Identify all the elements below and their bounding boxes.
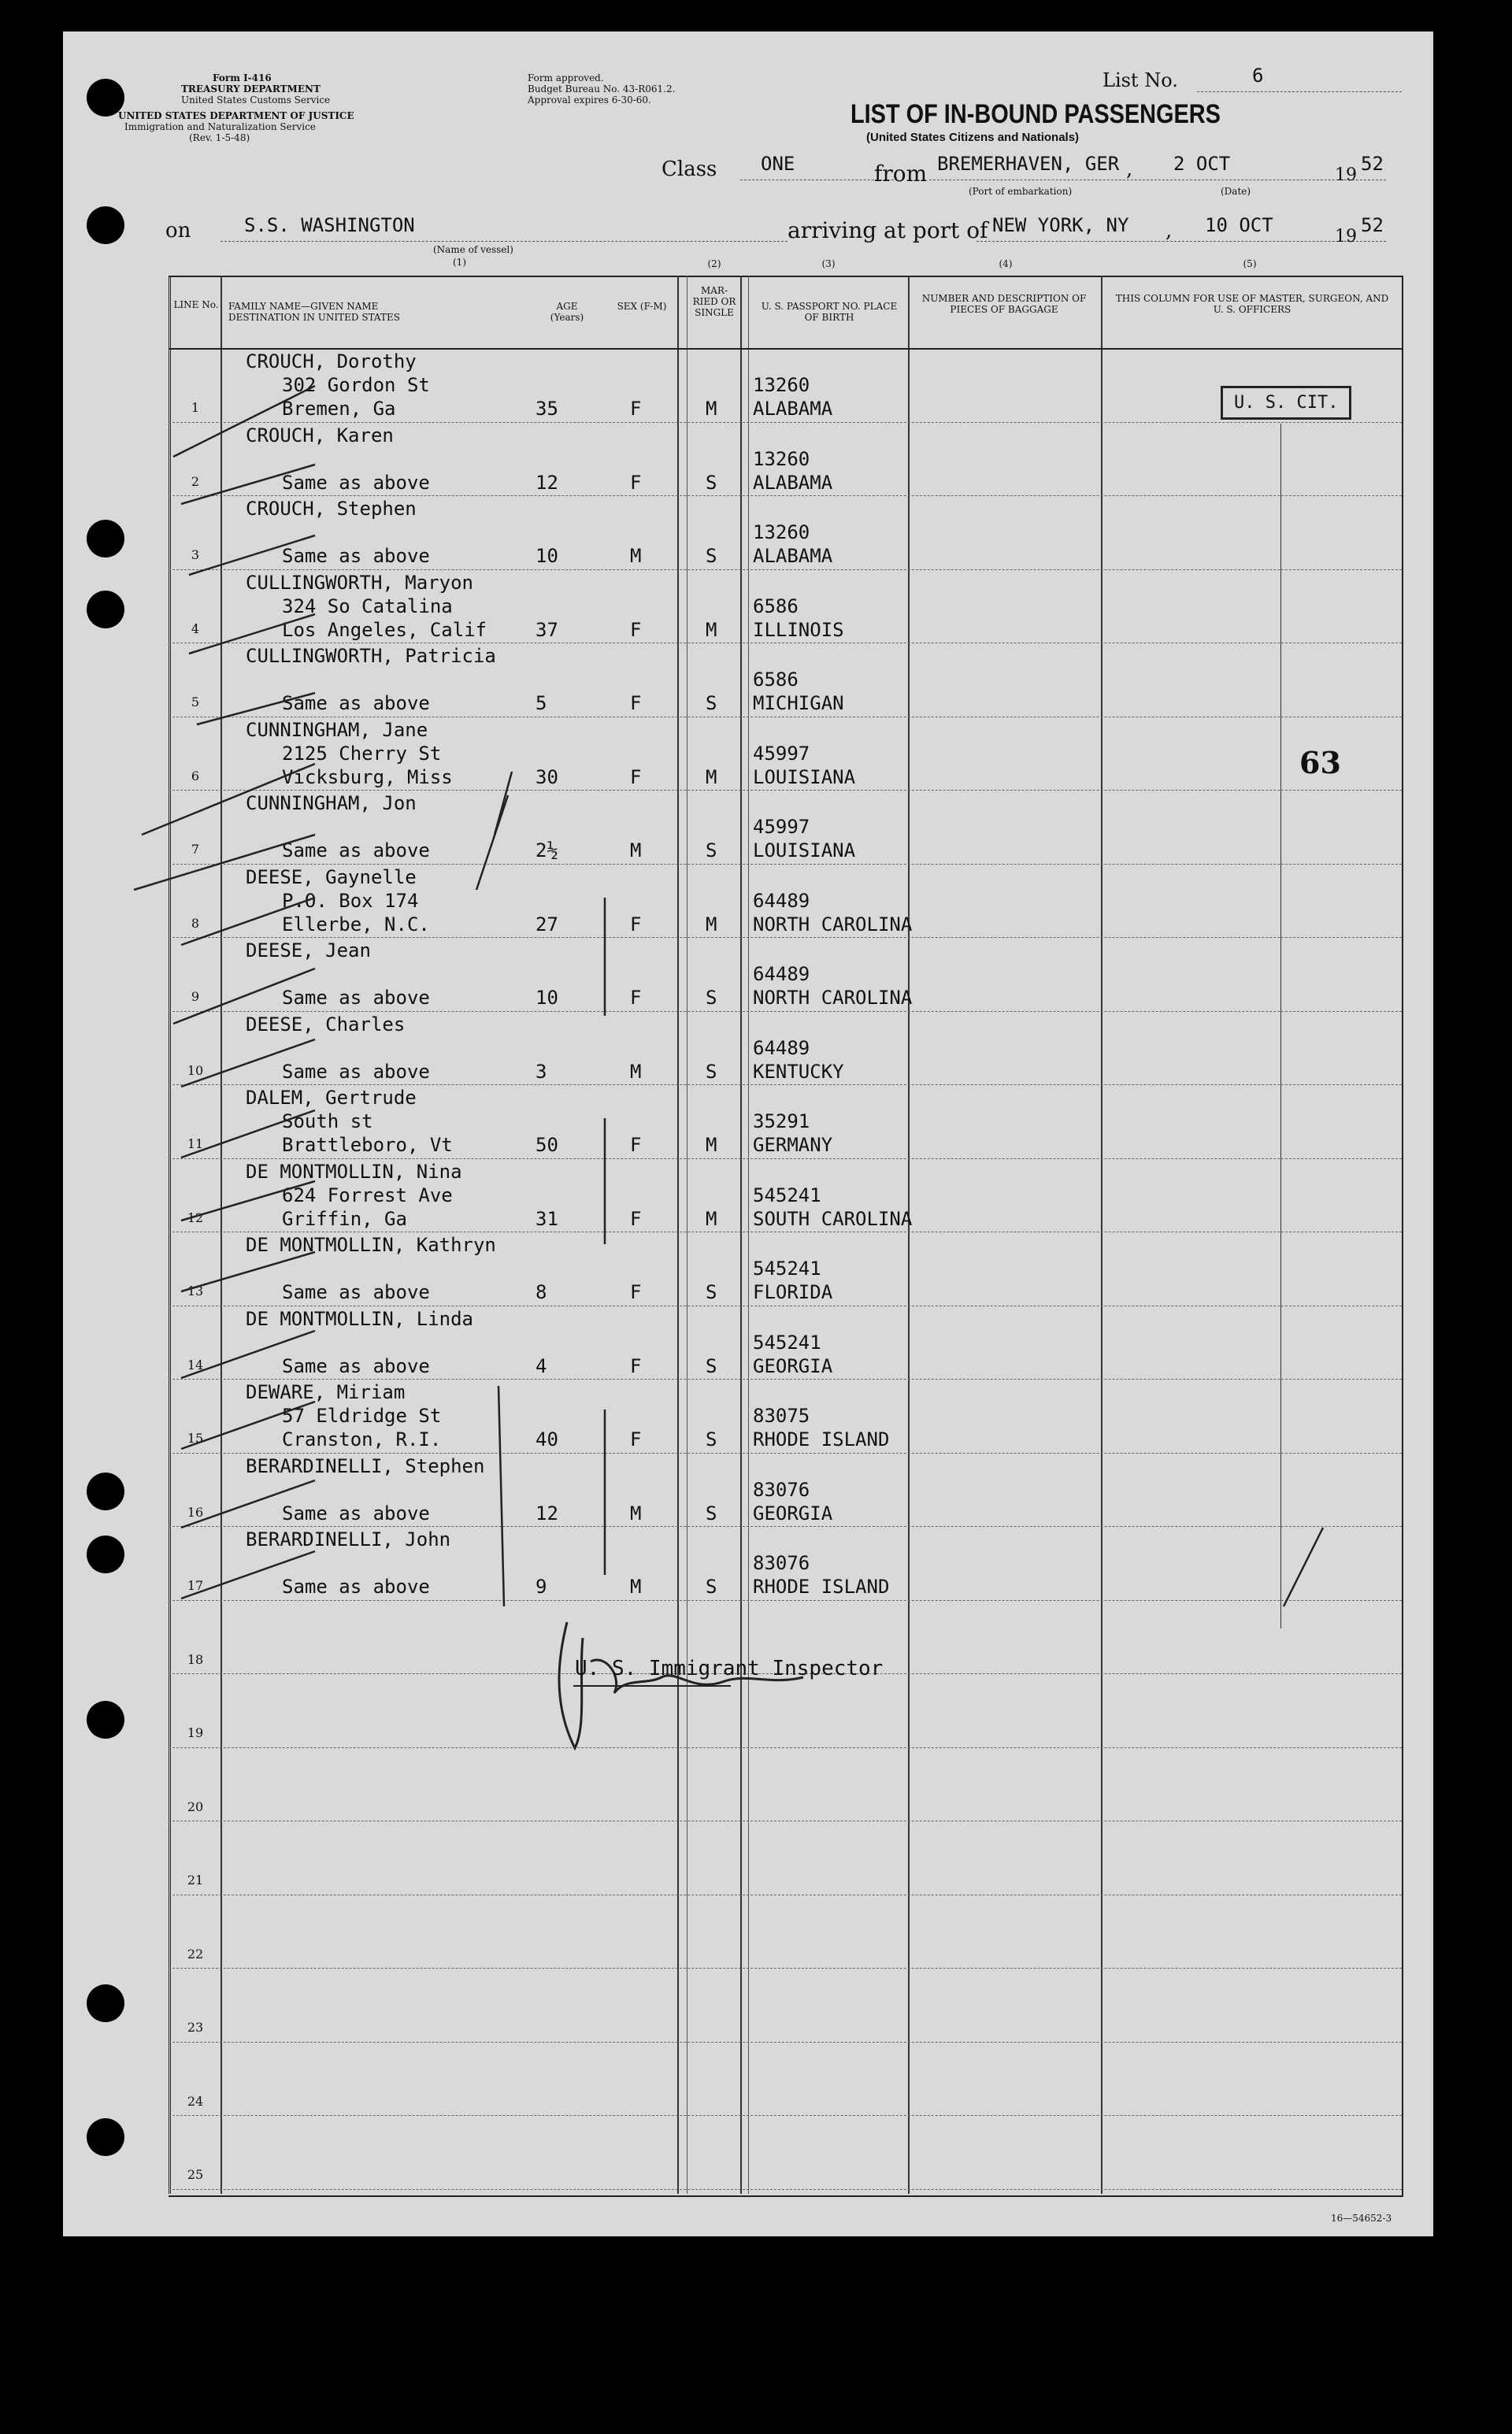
passport-number: 35291 — [753, 1110, 810, 1132]
passenger-name: CUNNINGHAM, Jon — [246, 792, 417, 814]
passenger-name: DEWARE, Miriam — [246, 1381, 406, 1403]
row-line-number: 10 — [187, 1062, 204, 1078]
row-line-number: 22 — [187, 1946, 204, 1962]
passenger-age: 10 — [536, 987, 558, 1009]
destination-city: Cranston, R.I. — [282, 1428, 442, 1450]
passenger-age: 12 — [536, 1502, 558, 1524]
destination-street: P.O. Box 174 — [282, 889, 419, 912]
year-2: 52 — [1361, 214, 1384, 236]
passport-number: 64489 — [753, 1036, 810, 1059]
customs-service: United States Customs Service — [181, 94, 331, 106]
list-no-value: 6 — [1252, 65, 1264, 87]
treasury-dept: TREASURY DEPARTMENT — [181, 83, 321, 94]
destination-city: Los Angeles, Calif — [282, 618, 487, 641]
passport-number: 6586 — [753, 669, 799, 691]
passenger-age: 35 — [536, 398, 558, 420]
destination-city: Griffin, Ga — [282, 1207, 407, 1230]
marital-status: M — [706, 398, 717, 420]
passenger-name: DEESE, Gaynelle — [246, 865, 417, 888]
binder-hole — [87, 1536, 124, 1573]
destination-city: Ellerbe, N.C. — [282, 913, 430, 935]
row-line-number: 1 — [191, 400, 200, 415]
row-line-number: 21 — [187, 1873, 204, 1888]
passenger-age: 40 — [536, 1428, 558, 1450]
row-line-number: 18 — [187, 1651, 204, 1667]
port-caption: (Port of embarkation) — [969, 186, 1073, 197]
binder-hole — [87, 206, 124, 244]
row-line-number: 2 — [191, 473, 200, 489]
binder-hole — [87, 1984, 124, 2022]
form-subtitle: (United States Citizens and Nationals) — [866, 131, 1080, 144]
destination-city: Brattleboro, Vt — [282, 1134, 453, 1156]
col-head-age: AGE (Years) — [550, 301, 584, 323]
destination-city: Bremen, Ga — [282, 398, 396, 420]
passport-number: 13260 — [753, 374, 810, 396]
arriving-label: arriving at port of — [788, 217, 988, 243]
passenger-sex: F — [630, 765, 642, 788]
col-number-1: (1) — [453, 257, 466, 268]
col-number-3: (3) — [821, 258, 836, 269]
destination-street: 324 So Catalina — [282, 595, 453, 617]
col-head-use: THIS COLUMN FOR USE OF MASTER, SURGEON, AND U. S. OFFICERS — [1115, 293, 1389, 315]
row-line-number: 6 — [191, 768, 200, 784]
row-line-number: 9 — [191, 989, 200, 1004]
passenger-sex: F — [630, 1354, 642, 1377]
place-of-birth: GEORGIA — [753, 1354, 833, 1377]
passenger-sex: F — [630, 1207, 642, 1230]
class-label: Class — [662, 157, 717, 181]
passenger-sex: F — [630, 471, 642, 494]
passenger-name: BERARDINELLI, Stephen — [246, 1454, 485, 1477]
row-line-number: 14 — [187, 1357, 204, 1373]
place-of-birth: ILLINOIS — [753, 618, 844, 641]
marital-status: M — [706, 1207, 717, 1230]
passenger-age: 4 — [536, 1354, 547, 1377]
col-head-sex: SEX (F-M) — [617, 301, 667, 312]
justice-dept: UNITED STATES DEPARTMENT OF JUSTICE — [118, 110, 354, 121]
passenger-sex: F — [630, 1134, 642, 1156]
passport-number: 545241 — [753, 1258, 821, 1280]
vessel-name: S.S. WASHINGTON — [244, 214, 415, 236]
destination-street: 2125 Cherry St — [282, 742, 442, 765]
passenger-age: 37 — [536, 618, 558, 641]
passenger-name: BERARDINELLI, John — [246, 1528, 451, 1550]
binder-hole — [87, 1473, 124, 1510]
marital-status: S — [706, 1281, 717, 1303]
row-line-number: 5 — [191, 695, 200, 709]
passenger-age: 5 — [536, 692, 547, 714]
passenger-age: 9 — [536, 1576, 547, 1598]
passenger-name: CULLINGWORTH, Maryon — [246, 571, 473, 594]
on-label: on — [165, 219, 191, 243]
passenger-sex: F — [630, 618, 642, 641]
passenger-sex: M — [630, 1576, 642, 1598]
destination-city: Same as above — [282, 1576, 430, 1598]
approval-line2: Budget Bureau No. 43-R061.2. — [528, 83, 676, 94]
destination-city: Same as above — [282, 471, 430, 494]
passenger-name: CROUCH, Karen — [246, 424, 394, 446]
row-line-number: 3 — [191, 547, 200, 562]
passenger-age: 12 — [536, 471, 558, 494]
arrival-port: NEW YORK, NY — [992, 214, 1129, 236]
row-line-number: 4 — [191, 621, 200, 636]
col-number-4: (4) — [999, 258, 1013, 269]
marital-status: S — [706, 839, 717, 861]
marital-status: S — [706, 1428, 717, 1450]
place-of-birth: LOUISIANA — [753, 839, 856, 861]
arrival-date: 10 OCT — [1205, 214, 1273, 236]
place-of-birth: GERMANY — [753, 1134, 833, 1156]
col-head-married: MAR-RIED OR SINGLE — [692, 285, 736, 318]
destination-city: Same as above — [282, 839, 430, 861]
passport-number: 64489 — [753, 963, 810, 985]
passport-number: 45997 — [753, 816, 810, 838]
passenger-name: CROUCH, Stephen — [246, 498, 417, 520]
marital-status: M — [706, 765, 717, 788]
row-line-number: 11 — [187, 1136, 204, 1151]
place-of-birth: ALABAMA — [753, 545, 833, 567]
passenger-name: CULLINGWORTH, Patricia — [246, 645, 496, 667]
row-line-number: 19 — [187, 1725, 204, 1740]
vessel-caption: (Name of vessel) — [433, 244, 513, 255]
passenger-sex: F — [630, 1428, 642, 1450]
manifest-sheet: Form I-416 TREASURY DEPARTMENT United States Customs Service UNITED STATES DEPARTMENT OF JUSTICE Immigration and Naturalization Service (Rev. 1-5-48) Form approved. Budget Bureau No. 43-R061.2. Approval expires 6-30-60. List No. 6 LIST OF IN-BOUND PASSENGERS (United States Citizens and Nationals) Class ONE from BREMERHAVEN, GER , 2 OCT 19 52 (Port of embarkation) (Date) on S.S. WASHINGTON (Name of vessel) (1) arriving at port of NEW YORK, NY , 10 OCT 19 52 LINE No. FAMILY NAME—GIVEN NAME DESTINATION IN UNITED STATES AGE (Years) SEX (F-M) MAR-RIED OR SINGLE U. S. PASSPORT NO. PLACE OF BIRTH NUMBER AND DESCRIPTION OF PIECES OF BAGGAGE THIS COLUMN FOR USE OF MASTER, SURGEON, AND U. S. OFFICERS (2) (3) (4) (5) 1 CROUCH, Dorothy 302 Gordon St Bremen, Ga 35 F M 13260 ALABAMA 2 CROUCH, Karen Same as above 12 F S 13260 ALABAMA 3 CROUCH, Stephen Same as above 10 M S 13260 ALABAMA 4 CULLINGWORTH, Maryon 324 So Catalina Los Angeles, Calif 37 F M 6586 ILLINOIS 5 CULLINGWORTH, Patricia Same as above 5 F S 6586 MICHIGAN 6 CUNNINGHAM, Jane 2125 Cherry St Vicksburg, Miss 30 F M 45997 LOUISIANA 7 CUNNINGHAM, Jon Same as above 2½ M S 45997 LOUISIANA 8 DEESE, Gaynelle P.O. Box 174 Ellerbe, N.C. 27 F M 64489 NORTH CAROLINA 9 DEESE, Jean Same as above 10 F S 64489 NORTH CAROLINA 10 DEESE, Charles Same as above 3 M S 64489 KENTUCKY 11 DALEM, Gertrude South st Brattleboro, Vt 50 F M 35291 GERMANY 12 DE MONTMOLLIN, Nina 624 Forrest Ave Griffin, Ga 31 F M 545241 SOUTH CAROLINA 13 DE MONTMOLLIN, Kathryn Same as above 8 F S 545241 FLORIDA 14 DE MONTMOLLIN, Linda Same as above 4 F S 545241 GEORGIA 15 DEWARE, Miriam 57 Eldridge St Cranston, R.I. 40 F S 83075 RHODE ISLAND 16 BERARDINELLI, Stephen Same as above 12 M S 83076 GEORGIA 17 BERARDINELLI, John Same as above 9 M S 83076 RHODE ISLAND 18 19 20 21 22 23 24 25 U. S. CIT. 63 U. S. Immigrant Inspector 16—54652-3 — [63, 31, 1433, 2236]
place-of-birth: NORTH CAROLINA — [753, 987, 913, 1009]
row-line-number: 12 — [187, 1210, 204, 1225]
from-label: from — [874, 161, 928, 187]
place-of-birth: SOUTH CAROLINA — [753, 1207, 913, 1230]
passenger-name: DE MONTMOLLIN, Nina — [246, 1160, 462, 1183]
year-prefix-1: 19 — [1335, 165, 1357, 185]
passenger-name: CUNNINGHAM, Jane — [246, 718, 428, 741]
passenger-sex: F — [630, 1281, 642, 1303]
col-head-name: FAMILY NAME—GIVEN NAME DESTINATION IN UNITED STATES — [228, 301, 400, 323]
passenger-sex: F — [630, 987, 642, 1009]
passenger-age: 50 — [536, 1134, 558, 1156]
inspector-title: U. S. Immigrant Inspector — [575, 1657, 884, 1680]
row-line-number: 17 — [187, 1578, 204, 1593]
binder-hole — [87, 79, 124, 117]
check-marks — [63, 31, 1433, 2236]
row-line-number: 24 — [187, 2093, 204, 2109]
passenger-sex: M — [630, 1060, 642, 1083]
destination-street: South st — [282, 1110, 373, 1132]
marital-status: S — [706, 1354, 717, 1377]
list-no-label: List No. — [1102, 69, 1178, 91]
row-line-number: 7 — [191, 842, 200, 857]
row-line-number: 15 — [187, 1431, 204, 1446]
destination-city: Same as above — [282, 1281, 430, 1303]
place-of-birth: NORTH CAROLINA — [753, 913, 913, 935]
binder-hole — [87, 520, 124, 558]
row-line-number: 25 — [187, 2167, 204, 2182]
destination-city: Vicksburg, Miss — [282, 765, 453, 788]
form-title: LIST OF IN-BOUND PASSENGERS — [850, 99, 1221, 129]
date-caption: (Date) — [1221, 186, 1251, 197]
place-of-birth: FLORIDA — [753, 1281, 833, 1303]
passport-number: 545241 — [753, 1331, 821, 1354]
place-of-birth: ALABAMA — [753, 471, 833, 494]
passenger-age: 30 — [536, 765, 558, 788]
place-of-birth: LOUISIANA — [753, 765, 856, 788]
marital-status: M — [706, 618, 717, 641]
passenger-sex: F — [630, 398, 642, 420]
destination-street: 624 Forrest Ave — [282, 1184, 453, 1206]
marital-status: S — [706, 1576, 717, 1598]
binder-hole — [87, 591, 124, 628]
col-head-line: LINE No. — [173, 299, 219, 310]
marital-status: M — [706, 913, 717, 935]
passenger-age: 31 — [536, 1207, 558, 1230]
passenger-age: 3 — [536, 1060, 547, 1083]
destination-street: 57 Eldridge St — [282, 1405, 442, 1427]
passenger-sex: M — [630, 839, 642, 861]
passenger-age: 27 — [536, 913, 558, 935]
passenger-name: DE MONTMOLLIN, Linda — [246, 1307, 473, 1330]
row-line-number: 16 — [187, 1504, 204, 1520]
passport-number: 64489 — [753, 889, 810, 912]
passenger-sex: M — [630, 1502, 642, 1524]
passport-number: 83076 — [753, 1478, 810, 1501]
passenger-age: 2½ — [536, 839, 558, 861]
passport-number: 13260 — [753, 447, 810, 470]
passport-number: 45997 — [753, 742, 810, 765]
place-of-birth: GEORGIA — [753, 1502, 833, 1524]
binder-hole — [87, 1701, 124, 1739]
passenger-age: 10 — [536, 545, 558, 567]
ins-service: Immigration and Naturalization Service — [124, 121, 316, 132]
year-1: 52 — [1361, 153, 1384, 175]
place-of-birth: RHODE ISLAND — [753, 1428, 890, 1450]
destination-city: Same as above — [282, 987, 430, 1009]
passport-number: 83076 — [753, 1552, 810, 1574]
row-line-number: 13 — [187, 1284, 204, 1299]
from-port: BREMERHAVEN, GER — [937, 153, 1120, 175]
destination-city: Same as above — [282, 692, 430, 714]
row-line-number: 23 — [187, 2020, 204, 2035]
marital-status: S — [706, 1060, 717, 1083]
class-value: ONE — [761, 153, 795, 175]
approval-line1: Form approved. — [528, 72, 604, 83]
place-of-birth: ALABAMA — [753, 398, 833, 420]
destination-street: 302 Gordon St — [282, 374, 430, 396]
passenger-age: 8 — [536, 1281, 547, 1303]
passenger-name: CROUCH, Dorothy — [246, 350, 417, 372]
passport-number: 83075 — [753, 1405, 810, 1427]
row-line-number: 8 — [191, 915, 200, 931]
marital-status: S — [706, 1502, 717, 1524]
passenger-name: DEESE, Charles — [246, 1013, 406, 1035]
passenger-sex: F — [630, 692, 642, 714]
passport-number: 545241 — [753, 1184, 821, 1206]
from-date: 2 OCT — [1173, 153, 1231, 175]
destination-city: Same as above — [282, 1060, 430, 1083]
passenger-sex: F — [630, 913, 642, 935]
marital-status: S — [706, 987, 717, 1009]
margin-note: 63 — [1299, 745, 1341, 780]
place-of-birth: KENTUCKY — [753, 1060, 844, 1083]
footer-code: 16—54652-3 — [1331, 2213, 1392, 2224]
passenger-name: DALEM, Gertrude — [246, 1087, 417, 1109]
passport-number: 13260 — [753, 521, 810, 543]
binder-hole — [87, 2118, 124, 2156]
year-prefix-2: 19 — [1335, 227, 1357, 246]
col-number-5: (5) — [1243, 258, 1257, 269]
col-head-baggage: NUMBER AND DESCRIPTION OF PIECES OF BAGGAGE — [921, 293, 1087, 315]
destination-city: Same as above — [282, 1354, 430, 1377]
marital-status: M — [706, 1134, 717, 1156]
place-of-birth: MICHIGAN — [753, 692, 844, 714]
revision: (Rev. 1-5-48) — [189, 132, 250, 143]
approval-line3: Approval expires 6-30-60. — [528, 94, 651, 106]
marital-status: S — [706, 692, 717, 714]
passenger-sex: M — [630, 545, 642, 567]
place-of-birth: RHODE ISLAND — [753, 1576, 890, 1598]
passenger-name: DE MONTMOLLIN, Kathryn — [246, 1234, 496, 1256]
form-number: Form I-416 — [213, 72, 272, 83]
passport-number: 6586 — [753, 595, 799, 617]
destination-city: Same as above — [282, 1502, 430, 1524]
us-citizen-stamp: U. S. CIT. — [1221, 386, 1351, 420]
destination-city: Same as above — [282, 545, 430, 567]
col-head-passport: U. S. PASSPORT NO. PLACE OF BIRTH — [761, 301, 898, 323]
row-line-number: 20 — [187, 1799, 204, 1814]
passenger-name: DEESE, Jean — [246, 939, 371, 961]
marital-status: S — [706, 471, 717, 494]
marital-status: S — [706, 545, 717, 567]
col-number-2: (2) — [707, 258, 721, 269]
